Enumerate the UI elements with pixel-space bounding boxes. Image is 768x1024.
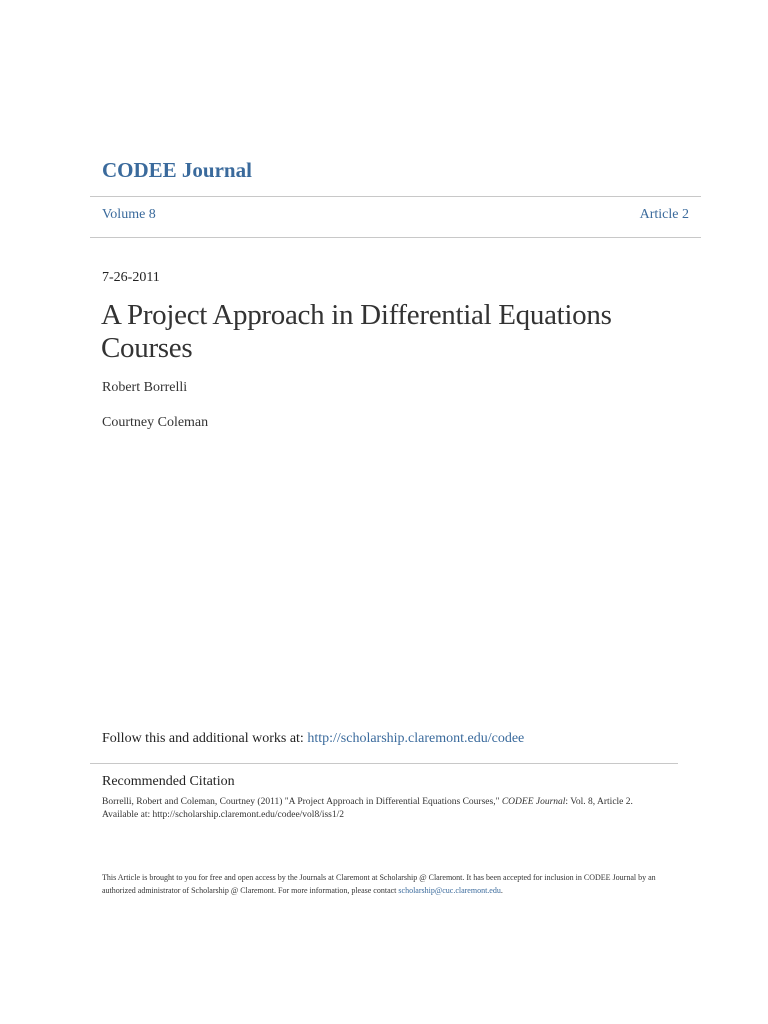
citation-journal: CODEE Journal [501,797,566,807]
collection-link[interactable]: http://scholarship.claremont.edu/codee [307,731,525,746]
notice-text: This Article is brought to you for free and open access by the Journals at Claremont at Scholarship @ Claremont. It has been accepted for inclusion in CODEE Journal by an authorized administrator of Scholarship @ Claremont. For more information, please contact [102,873,656,895]
citation-text [102,796,662,822]
follow-line [102,731,524,747]
citation-authors: Borrelli, Robert and Coleman, Courtney (2011) "A Project Approach in Differential Equations Courses," [102,797,502,807]
article-title: A Project Approach in Differential Equations Courses [101,299,612,364]
article-link[interactable]: Article 2 [639,207,689,222]
citation-divider [90,763,678,764]
author-name: Robert Borrelli [102,380,188,395]
citation-volume: : Vol. 8, Article 2. [565,797,633,807]
journal-title[interactable]: CODEE Journal [102,158,252,182]
volume-link[interactable]: Volume 8 [102,207,156,222]
contact-email-link[interactable]: scholarship@cuc.claremont.edu [398,886,501,895]
access-notice [102,871,667,897]
follow-label: Follow this and additional works at: [102,731,308,746]
citation-available-at: Available at: http://scholarship.claremont.edu/codee/vol8/iss1/2 [102,810,345,820]
header-divider-bottom [90,237,701,238]
notice-end: . [500,886,503,895]
header-divider-top [90,196,701,197]
publication-date: 7-26-2011 [102,270,160,285]
author-name: Courtney Coleman [102,415,209,430]
citation-heading: Recommended Citation [102,774,235,789]
